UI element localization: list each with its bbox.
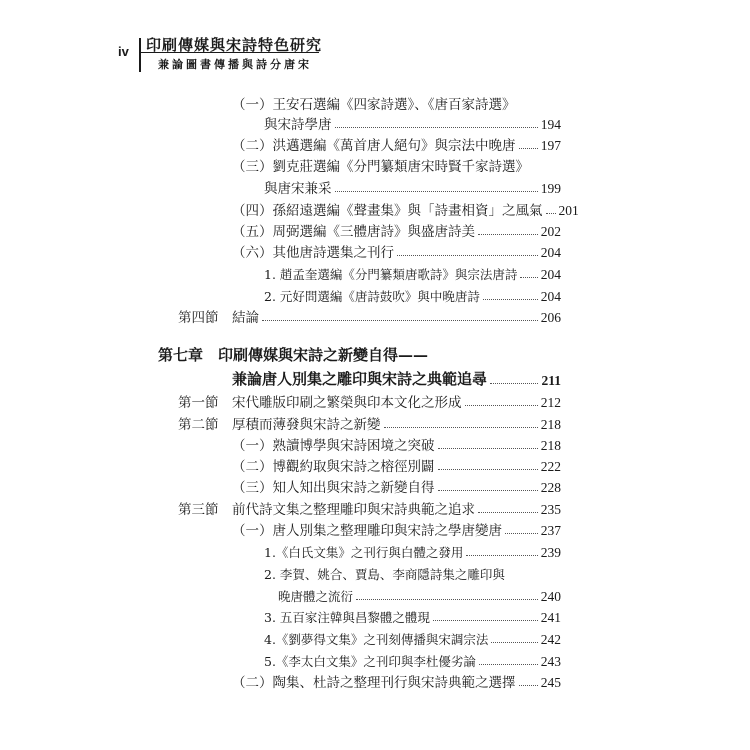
toc-chapter-entry (158, 345, 561, 365)
toc-entry-title: （一）王安石選編《四家詩選》、《唐百家詩選》 (232, 97, 516, 113)
toc-entry (232, 199, 579, 219)
toc-entry-page: 239 (540, 545, 561, 560)
toc-entry-page: 204 (540, 289, 561, 304)
header-vertical-rule (139, 38, 141, 72)
toc-entry-title: 1.《白氏文集》之刊行與白體之發用 (264, 545, 464, 560)
toc-entry (178, 498, 561, 518)
toc-entry-title: 2. 元好問選編《唐詩鼓吹》與中晚唐詩 (264, 289, 480, 304)
toc-entry-page: 242 (540, 632, 561, 647)
toc-entry-title: 與宋詩學唐 (264, 117, 332, 133)
toc-entry-page: 211 (541, 373, 561, 388)
toc-entry-page: 243 (540, 654, 561, 669)
toc-leader-dots (478, 512, 538, 513)
toc-leader-dots (438, 469, 538, 470)
toc-entry-title: （一）熟讀博學與宋詩困境之突破 (232, 438, 435, 454)
toc-leader-dots (384, 427, 538, 428)
toc-entry (232, 155, 561, 175)
toc-entry-page: 218 (540, 438, 561, 453)
toc-entry (178, 413, 561, 433)
toc-leader-dots (490, 383, 538, 384)
toc-entry (178, 306, 561, 326)
toc-leader-dots (433, 620, 538, 621)
toc-leader-dots (479, 664, 538, 665)
toc-entry-title: （二）洪邁選編《萬首唐人絕句》與宗法中晚唐 (232, 138, 516, 154)
toc-entry (264, 177, 561, 197)
toc-leader-dots (262, 320, 538, 321)
toc-entry-page: 241 (540, 610, 561, 625)
toc-entry-page: 228 (540, 480, 561, 495)
toc-entry (232, 93, 561, 113)
toc-entry-title: 第三節 前代詩文集之整理雕印與宋詩典範之追求 (178, 502, 475, 518)
toc-entry (264, 650, 561, 670)
toc-leader-dots (520, 277, 537, 278)
toc-leader-dots (335, 127, 538, 128)
toc-entry (232, 671, 561, 691)
toc-leader-dots (438, 448, 538, 449)
book-subtitle: 兼論圖書傳播與詩分唐宋 (158, 58, 312, 71)
toc-entry (232, 220, 561, 240)
running-header (0, 0, 750, 80)
toc-entry (232, 134, 561, 154)
toc-entry-page: 218 (540, 417, 561, 432)
toc-leader-dots (519, 685, 538, 686)
book-title: 印刷傳媒與宋詩特色研究 (146, 36, 323, 54)
toc-leader-dots (519, 148, 538, 149)
page-number: iv (118, 44, 129, 59)
toc-entry-title: 兼論唐人別集之雕印與宋詩之典範追尋 (232, 370, 488, 388)
toc-entry-title: （二）博觀約取與宋詩之榕徑別闢 (232, 459, 435, 475)
toc-entry-page: 202 (540, 224, 561, 239)
toc-entry (232, 434, 561, 454)
toc-entry (264, 263, 561, 283)
toc-entry-page: 194 (540, 117, 561, 132)
toc-entry-page: 222 (540, 459, 561, 474)
toc-entry-title: （五）周弼選編《三體唐詩》與盛唐詩美 (232, 224, 475, 240)
toc-entry-title: 第一節 宋代雕版印刷之繁榮與印本文化之形成 (178, 395, 462, 411)
toc-leader-dots (478, 234, 538, 235)
toc-leader-dots (505, 533, 538, 534)
toc-entry-title: 1. 趙孟奎選編《分門纂類唐歌詩》與宗法唐詩 (264, 267, 518, 282)
toc-entry-page: 204 (540, 267, 561, 282)
toc-entry-page: 240 (540, 589, 561, 604)
toc-entry (264, 285, 561, 305)
toc-entry (232, 476, 561, 496)
toc-entry-title: 2. 李賀、姚合、賈島、李商隱詩集之雕印與 (264, 567, 505, 582)
toc-leader-dots (397, 255, 538, 256)
toc-entry-title: 第四節 結論 (178, 310, 259, 326)
toc-entry-title: 3. 五百家注韓與昌黎體之體現 (264, 610, 430, 625)
toc-entry-page: 206 (540, 310, 561, 325)
toc-entry-title: 與唐宋兼采 (264, 181, 332, 197)
toc-leader-dots (465, 405, 538, 406)
toc-entry (278, 585, 561, 605)
toc-chapter-entry (232, 369, 561, 389)
toc-entry-title: （四）孫紹遠選編《聲畫集》與「詩畫相資」之風氣 (232, 203, 543, 219)
toc-leader-dots (335, 191, 538, 192)
toc-entry-title: 5.《李太白文集》之刊印與李杜優劣論 (264, 654, 476, 669)
toc-entry (264, 563, 561, 583)
toc-entry-title: （二）陶集、杜詩之整理刊行與宋詩典範之選擇 (232, 675, 516, 691)
toc-entry (232, 241, 561, 261)
toc-leader-dots (491, 642, 537, 643)
toc-entry-page: 204 (540, 245, 561, 260)
toc-entry (264, 541, 561, 561)
toc-entry (232, 519, 561, 539)
toc-entry-page: 245 (540, 675, 561, 690)
toc-leader-dots (438, 490, 538, 491)
toc-entry-page: 212 (540, 395, 561, 410)
toc-leader-dots (546, 213, 556, 214)
toc-entry-page: 237 (540, 523, 561, 538)
toc-leader-dots (356, 599, 538, 600)
toc-entry (264, 113, 561, 133)
toc-entry-page: 201 (558, 203, 579, 218)
toc-entry-title: 第二節 厚積而薄發與宋詩之新變 (178, 417, 381, 433)
toc-entry (232, 455, 561, 475)
toc-entry-page: 199 (540, 181, 561, 196)
toc-leader-dots (483, 299, 538, 300)
toc-entry (264, 628, 561, 648)
toc-entry-title: 晚唐體之流衍 (278, 589, 354, 604)
toc-entry-title: （一）唐人別集之整理雕印與宋詩之學唐變唐 (232, 523, 502, 539)
toc-entry-title: 4.《劉夢得文集》之刊刻傳播與宋調宗法 (264, 632, 489, 647)
toc-leader-dots (466, 555, 537, 556)
toc-entry (264, 606, 561, 626)
toc-entry-page: 197 (540, 138, 561, 153)
toc-entry-title: （三）知人知出與宋詩之新變自得 (232, 480, 435, 496)
toc-entry-title: （三）劉克莊選編《分門纂類唐宋時賢千家詩選》 (232, 159, 529, 175)
toc-entry-page: 235 (540, 502, 561, 517)
toc-entry-title: 第七章 印刷傳媒與宋詩之新變自得—— (158, 346, 429, 364)
toc-entry-title: （六）其他唐詩選集之刊行 (232, 245, 394, 261)
toc-entry (178, 391, 561, 411)
